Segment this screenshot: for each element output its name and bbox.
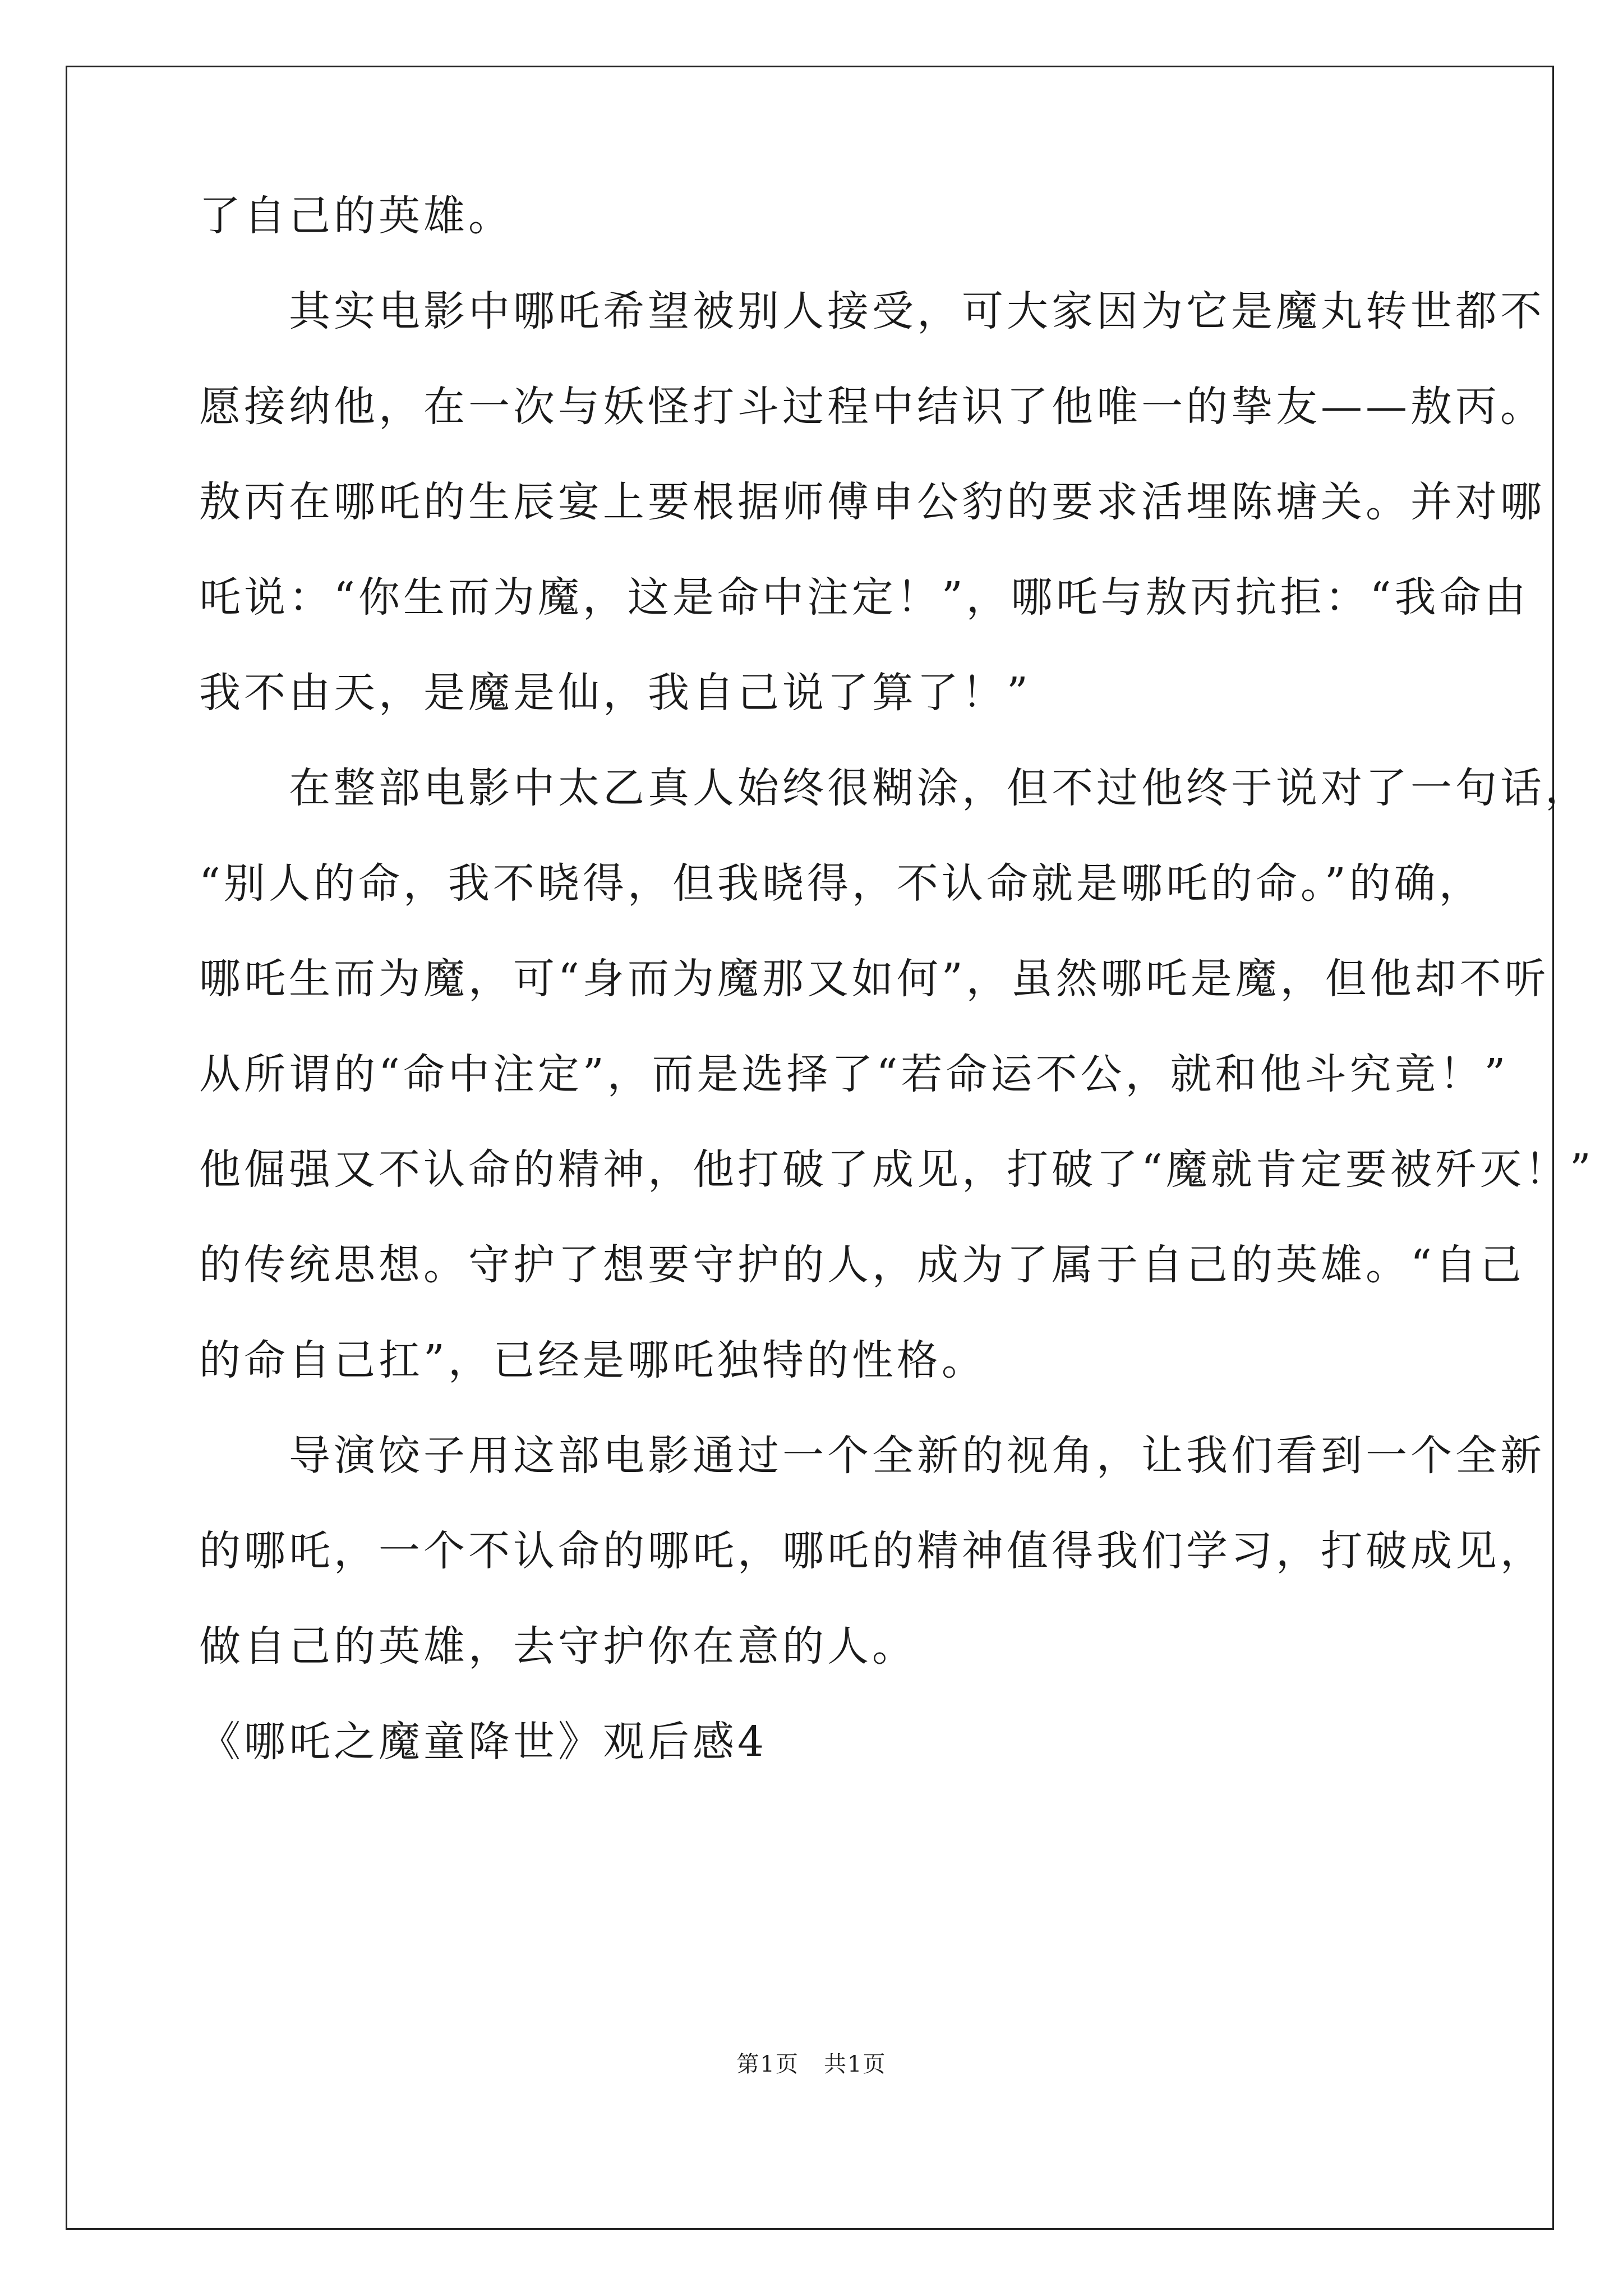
text-line: 他倔强又不认命的精神，他打破了成见，打破了“魔就肯定要被歼灭！” — [199, 1145, 1594, 1194]
text-line: 做自己的英雄，去守护你在意的人。 — [199, 1622, 917, 1671]
text-line: 我不由天，是魔是仙，我自己说了算了！” — [199, 669, 1031, 717]
text-line: 的命自己扛”，已经是哪吒独特的性格。 — [199, 1336, 986, 1384]
text-line: 了自己的英雄。 — [199, 192, 513, 240]
text-line: 敖丙在哪吒的生辰宴上要根据师傅申公豹的要求活埋陈塘关。并对哪 — [199, 478, 1545, 526]
page-footer — [0, 2047, 1623, 2081]
section-heading: 《哪吒之魔童降世》观后感4 — [199, 1718, 768, 1766]
page-number-total: 共1页 — [824, 2051, 887, 2077]
text-line: 从所谓的“命中注定”，而是选择了“若命运不公，就和他斗究竟！” — [199, 1050, 1509, 1098]
page-number-current: 第1页 — [736, 2051, 799, 2077]
text-line: 其实电影中哪吒希望被别人接受，可大家因为它是魔丸转世都不 — [199, 287, 1545, 335]
text-line: “别人的命，我不晓得，但我晓得，不认命就是哪吒的命。”的确， — [199, 859, 1484, 908]
text-line: 哪吒生而为魔，可“身而为魔那又如何”，虽然哪吒是魔，但他却不听 — [199, 955, 1550, 1003]
text-line: 愿接纳他，在一次与妖怪打斗过程中结识了他唯一的挚友——敖丙。 — [199, 383, 1545, 431]
text-line: 的哪吒，一个不认命的哪吒，哪吒的精神值得我们学习，打破成见， — [199, 1527, 1545, 1575]
text-line: 在整部电影中太乙真人始终很糊涂，但不过他终于说对了一句话， — [199, 764, 1590, 812]
text-line: 吒说：“你生而为魔，这是命中注定！”，哪吒与敖丙抗拒：“我命由 — [199, 573, 1529, 622]
text-line: 导演饺子用这部电影通过一个全新的视角，让我们看到一个全新 — [199, 1432, 1545, 1480]
text-line: 的传统思想。守护了想要守护的人，成为了属于自己的英雄。“自己 — [199, 1241, 1525, 1289]
